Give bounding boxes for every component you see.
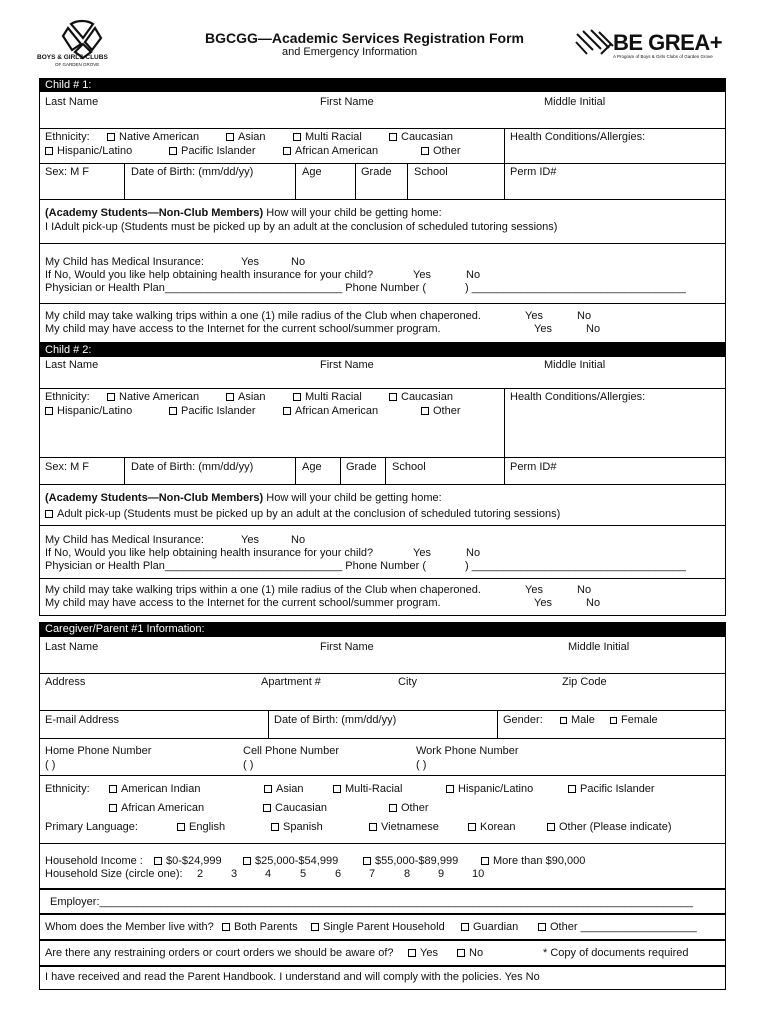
child1-medical-no[interactable]: No [291, 256, 306, 268]
cg-lang-other[interactable]: Other (Please indicate) [547, 821, 672, 833]
cg-lives-single-parent[interactable]: Single Parent Household [311, 921, 445, 933]
cg-middle-initial-label: Middle Initial [568, 641, 630, 653]
cg-lives-both-parents[interactable]: Both Parents [222, 921, 298, 933]
child2-ethnicity-label: Ethnicity: [45, 391, 90, 403]
cg-lang-spanish[interactable]: Spanish [271, 821, 323, 833]
cg-gender-male[interactable]: Male [560, 714, 595, 726]
checkbox-icon[interactable] [311, 923, 319, 931]
cg-size-option[interactable]: 10 [472, 868, 485, 880]
child2-section-header: Child # 2: [39, 343, 726, 357]
checkbox-icon[interactable] [547, 823, 555, 831]
cg-eth-american-indian[interactable]: American Indian [109, 783, 201, 795]
checkbox-icon[interactable] [568, 785, 576, 793]
child2-internet-yes[interactable]: Yes [534, 597, 552, 609]
child2-ifno-yes[interactable]: Yes [413, 547, 431, 559]
child2-medical-yes[interactable]: Yes [241, 534, 259, 546]
cg-lives-guardian[interactable]: Guardian [461, 921, 518, 933]
checkbox-icon[interactable] [169, 407, 177, 415]
checkbox-icon[interactable] [283, 407, 291, 415]
child1-internet-yes[interactable]: Yes [534, 323, 552, 335]
checkbox-icon[interactable] [369, 823, 377, 831]
child1-medical-yes[interactable]: Yes [241, 256, 259, 268]
cg-restraining-label: Are there any restraining orders or court orders we should be aware of? [45, 947, 394, 959]
cg-home-phone-paren[interactable]: ( ) [45, 759, 56, 771]
child1-physician-line[interactable]: Physician or Health Plan_____________________________ Phone Number ( [45, 282, 427, 294]
checkbox-icon[interactable] [389, 133, 397, 141]
cg-lang-vietnamese[interactable]: Vietnamese [369, 821, 439, 833]
child1-walking-no[interactable]: No [577, 310, 592, 322]
cg-lives-with-label: Whom does the Member live with? [45, 921, 214, 933]
child1-walking-yes[interactable]: Yes [525, 310, 543, 322]
cg-eth-pacific[interactable]: Pacific Islander [568, 783, 655, 795]
child1-ifno-label: If No, Would you like help obtaining health insurance for your child? [45, 269, 374, 281]
child2-eth-pacific[interactable]: Pacific Islander [169, 405, 256, 417]
cg-email-label: E-mail Address [45, 714, 119, 726]
cg-income-4[interactable]: More than $90,000 [481, 855, 585, 867]
child1-internet-no[interactable]: No [586, 323, 601, 335]
checkbox-icon[interactable] [226, 393, 234, 401]
child2-walking-label: My child may take walking trips within a one (1) mile radius of the Club when chaperoned. [45, 584, 481, 596]
child1-phone-line[interactable]: ) ___________________________________ [465, 282, 686, 294]
checkbox-icon[interactable] [363, 857, 371, 865]
checkbox-icon[interactable] [389, 804, 397, 812]
cg-copy-required-note: * Copy of documents required [543, 947, 689, 959]
cg-size-option[interactable]: 7 [369, 868, 376, 880]
cg-work-phone-label: Work Phone Number [416, 745, 519, 757]
checkbox-icon[interactable] [461, 923, 469, 931]
cg-eth-african[interactable]: African American [109, 802, 204, 814]
caregiver-section-header: Caregiver/Parent #1 Information: [39, 622, 726, 636]
child1-eth-african[interactable]: African American [283, 145, 378, 157]
cg-work-phone-paren[interactable]: ( ) [416, 759, 427, 771]
child1-last-name-label: Last Name [45, 96, 99, 108]
checkbox-icon[interactable] [45, 510, 53, 518]
cg-primary-language-label: Primary Language: [45, 821, 138, 833]
child2-academy-line: (Academy Students—Non-Club Members) How will your child be getting home: [45, 492, 442, 504]
child2-walking-yes[interactable]: Yes [525, 584, 543, 596]
cg-income-2[interactable]: $25,000-$54,999 [243, 855, 338, 867]
left-logo-sub: OF GARDEN GROVE [55, 62, 100, 67]
child1-school-label: School [414, 166, 448, 178]
checkbox-icon[interactable] [389, 393, 397, 401]
cg-size-option[interactable]: 9 [438, 868, 445, 880]
child2-medical-label: My Child has Medical Insurance: [45, 534, 204, 546]
cg-eth-asian[interactable]: Asian [264, 783, 304, 795]
child2-dob-label: Date of Birth: (mm/dd/yy) [131, 461, 254, 473]
child1-pickup-line[interactable]: I IAdult pick-up (Students must be picked up by an adult at the conclusion of scheduled tutoring sessions) [45, 221, 558, 233]
cg-income-1[interactable]: $0-$24,999 [154, 855, 222, 867]
left-logo-name: BOYS & GIRLS CLUBS [37, 54, 108, 61]
child1-grade-label: Grade [361, 166, 392, 178]
checkbox-icon[interactable] [109, 785, 117, 793]
be-great-wordmark: BE GREA+ [613, 30, 723, 55]
child2-ifno-no[interactable]: No [466, 547, 481, 559]
cg-gender-female[interactable]: Female [610, 714, 658, 726]
page-title: BGCGG—Academic Services Registration Form [205, 30, 524, 46]
checkbox-icon[interactable] [408, 949, 416, 957]
checkbox-icon[interactable] [222, 923, 230, 931]
child2-sex-label: Sex: M F [45, 461, 90, 473]
checkbox-icon[interactable] [169, 147, 177, 155]
child2-eth-caucasian[interactable]: Caucasian [389, 391, 453, 403]
cg-household-size-label: Household Size (circle one): [45, 868, 183, 880]
checkbox-icon[interactable] [263, 804, 271, 812]
child2-medical-no[interactable]: No [291, 534, 306, 546]
checkbox-icon[interactable] [271, 823, 279, 831]
child2-school-label: School [392, 461, 426, 473]
cg-gender-label: Gender: [503, 714, 543, 726]
child1-ifno-yes[interactable]: Yes [413, 269, 431, 281]
child2-eth-african[interactable]: African American [283, 405, 378, 417]
cg-lang-korean[interactable]: Korean [468, 821, 515, 833]
cg-eth-hispanic[interactable]: Hispanic/Latino [446, 783, 533, 795]
child1-eth-hispanic[interactable]: Hispanic/Latino [45, 145, 132, 157]
child1-ifno-no[interactable]: No [466, 269, 481, 281]
cg-size-option[interactable]: 6 [335, 868, 342, 880]
cg-last-name-label: Last Name [45, 641, 99, 653]
child2-physician-line[interactable]: Physician or Health Plan_____________________________ Phone Number ( [45, 560, 427, 572]
child1-ethnicity-row1 [45, 131, 90, 143]
checkbox-icon[interactable] [107, 393, 115, 401]
checkbox-icon[interactable] [538, 923, 546, 931]
cg-income-label: Household Income : [45, 855, 143, 867]
cg-lang-english[interactable]: English [177, 821, 225, 833]
child1-ethnicity-label: Ethnicity: [45, 131, 90, 143]
checkbox-icon[interactable] [109, 804, 117, 812]
checkbox-icon[interactable] [421, 407, 429, 415]
cg-restraining-yes[interactable]: Yes [408, 947, 438, 959]
checkbox-icon[interactable] [457, 949, 465, 957]
child1-eth-asian[interactable]: Asian [226, 131, 266, 143]
cg-handbook-statement[interactable]: I have received and read the Parent Handbook. I understand and will comply with the policies. Yes No [45, 971, 540, 983]
cg-ethnicity-label: Ethnicity: [45, 783, 90, 795]
child1-sex-label: Sex: M F [45, 166, 90, 178]
cg-address-label: Address [45, 676, 86, 688]
checkbox-icon[interactable] [446, 785, 454, 793]
cg-cell-phone-label: Cell Phone Number [243, 745, 339, 757]
checkbox-icon[interactable] [283, 147, 291, 155]
cg-size-option[interactable]: 4 [265, 868, 272, 880]
child1-medical-label: My Child has Medical Insurance: [45, 256, 204, 268]
checkbox-icon[interactable] [293, 393, 301, 401]
child2-health-label: Health Conditions/Allergies: [510, 391, 646, 403]
checkbox-icon[interactable] [243, 857, 251, 865]
child1-first-name-label: First Name [320, 96, 374, 108]
cg-first-name-label: First Name [320, 641, 374, 653]
child2-eth-hispanic[interactable]: Hispanic/Latino [45, 405, 132, 417]
cg-size-option[interactable]: 8 [404, 868, 411, 880]
child1-eth-other[interactable]: Other [421, 145, 461, 157]
checkbox-icon[interactable] [107, 133, 115, 141]
child2-internet-label: My child may have access to the Internet for the current school/summer program. [45, 597, 441, 609]
cg-eth-other[interactable]: Other [389, 802, 429, 814]
child2-last-name-label: Last Name [45, 359, 99, 371]
child2-perm-id-label: Perm ID# [510, 461, 557, 473]
child1-walking-label: My child may take walking trips within a one (1) mile radius of the Club when chaperoned. [45, 310, 481, 322]
cg-apartment-label: Apartment # [261, 676, 321, 688]
checkbox-icon[interactable] [293, 133, 301, 141]
child2-eth-native[interactable]: Native American [107, 391, 199, 403]
cg-eth-caucasian[interactable]: Caucasian [263, 802, 327, 814]
child2-eth-asian[interactable]: Asian [226, 391, 266, 403]
child1-eth-pacific[interactable]: Pacific Islander [169, 145, 256, 157]
child1-eth-multi[interactable]: Multi Racial [293, 131, 362, 143]
checkbox-icon[interactable] [560, 717, 567, 724]
child1-health-label: Health Conditions/Allergies: [510, 131, 646, 143]
child2-eth-multi[interactable]: Multi Racial [293, 391, 362, 403]
boys-girls-clubs-logo [35, 16, 135, 68]
cg-size-option[interactable]: 2 [197, 868, 204, 880]
cg-dob-label: Date of Birth: (mm/dd/yy) [274, 714, 397, 726]
be-great-tagline: A Program of Boys & Girls Clubs of Garden Grove [613, 54, 713, 59]
checkbox-icon[interactable] [154, 857, 162, 865]
child2-phone-line[interactable]: ) ___________________________________ [465, 560, 686, 572]
checkbox-icon[interactable] [226, 133, 234, 141]
cg-cell-phone-paren[interactable]: ( ) [243, 759, 254, 771]
page-subtitle: and Emergency Information [282, 46, 418, 58]
child2-middle-initial-label: Middle Initial [544, 359, 606, 371]
checkbox-icon[interactable] [481, 857, 489, 865]
child2-first-name-label: First Name [320, 359, 374, 371]
checkbox-icon[interactable] [45, 407, 53, 415]
child1-perm-id-label: Perm ID# [510, 166, 557, 178]
cg-zip-label: Zip Code [562, 676, 607, 688]
cg-size-option[interactable]: 5 [300, 868, 307, 880]
child2-eth-other[interactable]: Other [421, 405, 461, 417]
child1-age-label: Age [302, 166, 322, 178]
child1-eth-native[interactable]: Native American [107, 131, 199, 143]
checkbox-icon[interactable] [468, 823, 476, 831]
checkbox-icon[interactable] [610, 717, 617, 724]
child2-walking-no[interactable]: No [577, 584, 592, 596]
cg-home-phone-label: Home Phone Number [45, 745, 152, 757]
child1-section-header: Child # 1: [39, 78, 726, 92]
child2-age-label: Age [302, 461, 322, 473]
checkbox-icon[interactable] [333, 785, 341, 793]
child1-middle-initial-label: Middle Initial [544, 96, 606, 108]
checkbox-icon[interactable] [264, 785, 272, 793]
cg-lives-other[interactable]: Other ___________________ [538, 921, 697, 933]
child2-internet-no[interactable]: No [586, 597, 601, 609]
cg-size-option[interactable]: 3 [231, 868, 238, 880]
child1-dob-label: Date of Birth: (mm/dd/yy) [131, 166, 254, 178]
cg-employer-line[interactable]: Employer:_________________________________________________________________________________________________ [50, 896, 693, 908]
child2-pickup-line[interactable]: Adult pick-up (Students must be picked up by an adult at the conclusion of scheduled tutoring sessions) [45, 508, 560, 520]
be-great-logo [573, 28, 723, 62]
child1-eth-caucasian[interactable]: Caucasian [389, 131, 453, 143]
cg-restraining-no[interactable]: No [457, 947, 483, 959]
child2-ifno-label: If No, Would you like help obtaining health insurance for your child? [45, 547, 374, 559]
child1-internet-label: My child may have access to the Internet for the current school/summer program. [45, 323, 441, 335]
cg-income-3[interactable]: $55,000-$89,999 [363, 855, 458, 867]
checkbox-icon[interactable] [177, 823, 185, 831]
checkbox-icon[interactable] [45, 147, 53, 155]
child2-grade-label: Grade [346, 461, 377, 473]
cg-city-label: City [398, 676, 417, 688]
checkbox-icon[interactable] [421, 147, 429, 155]
child1-academy-line: (Academy Students—Non-Club Members) How will your child be getting home: [45, 207, 442, 219]
cg-eth-multi[interactable]: Multi-Racial [333, 783, 402, 795]
